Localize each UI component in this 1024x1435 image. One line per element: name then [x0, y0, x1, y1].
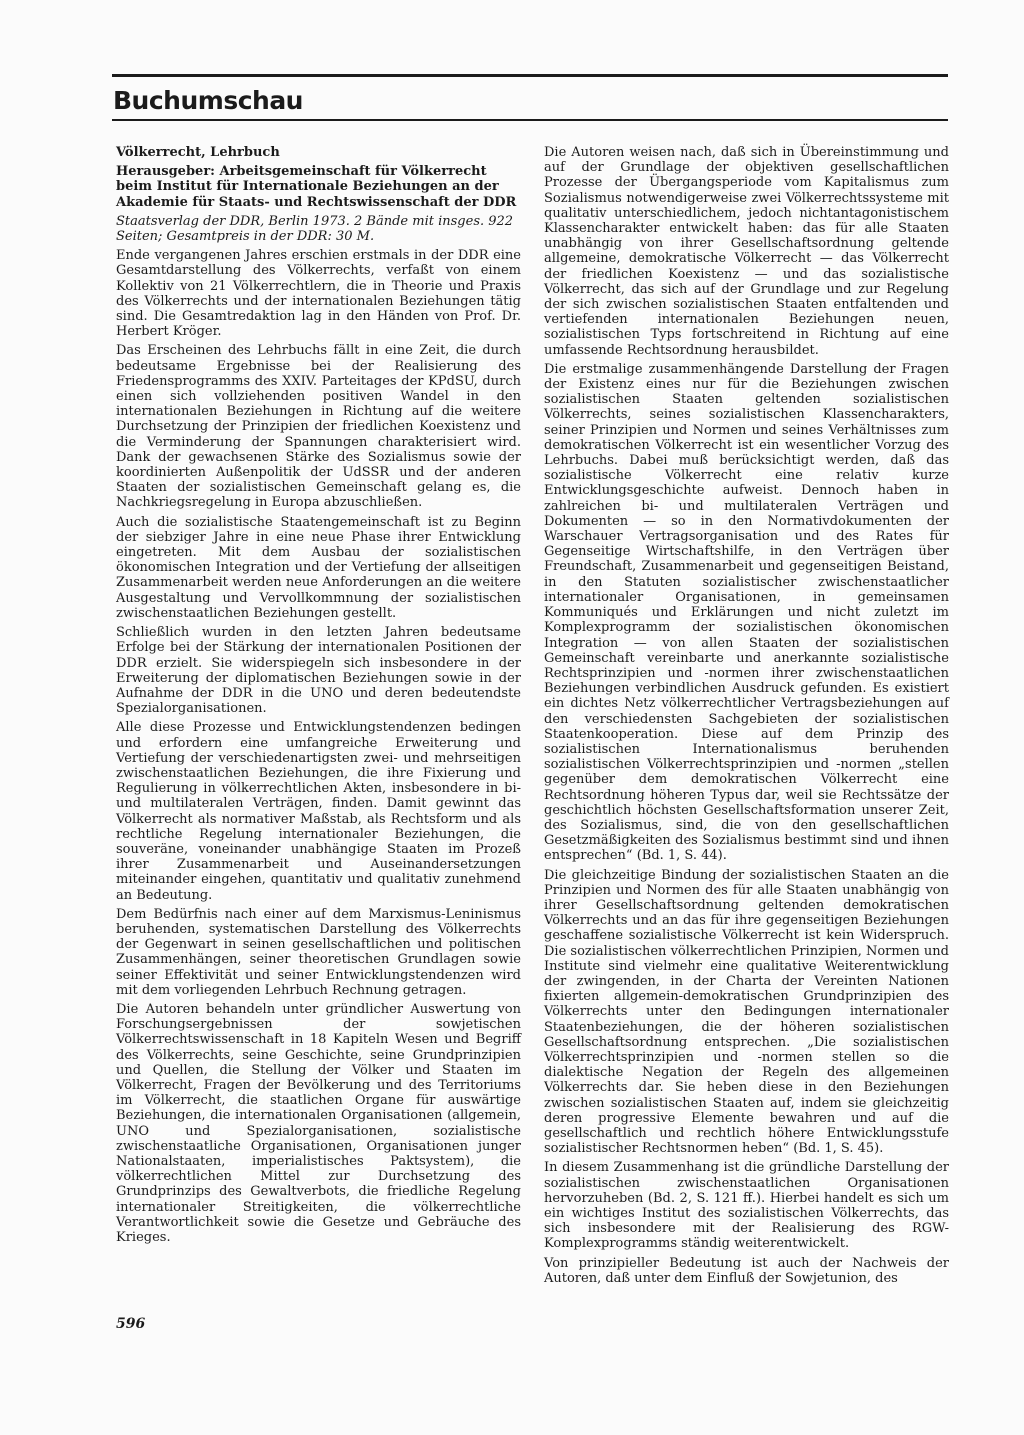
book-publication: Staatsverlag der DDR, Berlin 1973. 2 Bände mit insges. 922 Seiten; Gesamtpreis in der DDR: 30 M.	[116, 213, 514, 245]
book-editor: Herausgeber: Arbeitsgemeinschaft für Völkerrecht beim Institut für Internationale Beziehungen an der Akademie für Staats- und Rechtswissenschaft der DDR	[116, 164, 517, 210]
left-paragraph: Die Autoren behandeln unter gründlicher Auswertung von Forschungsergebnissen der sowjetischen Völkerrechtswissenschaft in 18 Kapiteln Wesen und Begriff des Völkerrechts, seine Geschichte, seine Grundprinzipien und Quellen, die Stellung der Völker und Staaten im Völkerrecht, Fragen der Bevölkerung und des Territoriums im Völkerrecht, die staatlichen Organe für auswärtige Beziehungen, die internationalen Organisationen (allgemein, UNO und Spezialorganisationen, sozialistische zwischenstaatliche Organisationen, Organisationen junger Nationalstaaten, imperialistisches Paktsystem), die völkerrechtlichen Mittel zur Durchsetzung des Grundprinzips des Gewaltverbots, die friedliche Regelung internationaler Streitigkeiten, die völkerrechtliche Verantwortlichkeit sowie die Gesetze und Gebräuche des Krieges.	[116, 1001, 521, 1246]
left-paragraph: Alle diese Prozesse und Entwicklungstendenzen bedingen und erfordern eine umfangreiche Erweiterung und Vertiefung der verschiedenartigsten zwei- und mehrseitigen zwischenstaatlichen Beziehungen, die ihre Fixierung und Regulierung in völkerrechtlichen Akten, insbesondere in bi- und multilateralen Verträgen, finden. Damit gewinnt das Völkerrecht als normativer Maßstab, als Rechtsform und als rechtliche Regelung internationaler Beziehungen, die souveräne, voneinander unabhängige Staaten im Prozeß ihrer Zusammenarbeit und Auseinandersetzungen miteinander eingehen, quantitativ und qualitativ zunehmend an Bedeutung.	[116, 720, 521, 903]
right-paragraph: Die Autoren weisen nach, daß sich in Übereinstimmung und auf der Grundlage der objektiven gesellschaftlichen Prozesse der Übergangsperiode vom Kapitalismus zum Sozialismus notwendigerweise zwei Völkerrechtssysteme mit qualitativ unterschiedlichem, jedoch nichtantagonistischem Klassencharakter entwickelt haben: das für alle Staaten unabhängig von ihrer Gesellschaftsordnung geltende allgemeine, demokratische Völkerrecht — das Völkerrecht der friedlichen Koexistenz — und das sozialistische Völkerrecht, das sich auf der Grundlage und zur Regelung der sich zwischen sozialistischen Staaten entfaltenden und vertiefenden internationalen Beziehungen neuen, sozialistischen Typs fortschreitend in Richtung auf eine umfassende Rechtsordnung herausbildet.	[544, 145, 949, 358]
header-top-rule	[112, 74, 948, 77]
left-column	[116, 145, 521, 1249]
section-title: Buchumschau	[113, 86, 303, 115]
page-number: 596	[116, 1316, 146, 1332]
left-paragraph: Das Erscheinen des Lehrbuchs fällt in eine Zeit, die durch bedeutsame Ergebnisse bei der Realisierung des Friedensprogramms des XXIV. Parteitages der KPdSU, durch einen sich vollziehenden positiven Wandel in den internationalen Beziehungen in Richtung auf die weitere Durchsetzung der Prinzipien der friedlichen Koexistenz und die Verminderung der Spannungen charakterisiert wird. Dank der gewachsenen Stärke des Sozialismus sowie der koordinierten Außenpolitik der UdSSR und der anderen Staaten der sozialistischen Gemeinschaft gelang es, die Nachkriegsregelung in Europa abzuschließen.	[116, 343, 521, 511]
left-paragraph: Ende vergangenen Jahres erschien erstmals in der DDR eine Gesamtdarstellung des Völkerrechts, verfaßt von einem Kollektiv von 21 Völkerrechtlern, die in Theorie und Praxis des Völkerrechts und der internationalen Beziehungen tätig sind. Die Gesamtredaktion lag in den Händen von Prof. Dr. Herbert Kröger.	[116, 248, 521, 340]
right-paragraph: Von prinzipieller Bedeutung ist auch der Nachweis der Autoren, daß unter dem Einfluß der Sowjetunion, des	[544, 1255, 949, 1286]
right-paragraph: Die erstmalige zusammenhängende Darstellung der Fragen der Existenz eines nur für die Beziehungen zwischen sozialistischen Staaten geltenden sozialistischen Völkerrechts, seines sozialistischen Klassencharakters, seiner Prinzipien und Normen und seines Verhältnisses zum demokratischen Völkerrecht ist ein wesentlicher Vorzug des Lehrbuchs. Dabei muß berücksichtigt werden, daß das sozialistische Völkerrecht eine relativ kurze Entwicklungsgeschichte aufweist. Dennoch haben in zahlreichen bi- und multilateralen Verträgen und Dokumenten — so in den Normativdokumenten der Warschauer Vertragsorganisation und des Rates für Gegenseitige Wirtschaftshilfe, in den Verträgen über Freundschaft, Zusammenarbeit und gegenseitigen Beistand, in den Statuten sozialistischer zwischenstaatlicher internationaler Organisationen, in gemeinsamen Kommuniqués und Erklärungen und nicht zuletzt im Komplexprogramm der sozialistischen ökonomischen Integration — von allen Staaten der sozialistischen Gemeinschaft vereinbarte und anerkannte sozialistische Rechtsprinzipien und -normen ihrer zwischenstaatlichen Beziehungen verbindlichen Ausdruck gefunden. Es existiert ein dichtes Netz völkerrechtlicher Vertragsbeziehungen auf den verschiedensten Sachgebieten der sozialistischen Staatenkooperation. Diese auf dem Prinzip des sozialistischen Internationalismus beruhenden sozialistischen Völkerrechtsprinzipien und -normen „stellen gegenüber dem demokratischen Völkerrecht eine Rechtsordnung höheren Typus dar, weil sie Rechtssätze der geschichtlich höchsten Gesellschaftsformation unserer Zeit, des Sozialismus, sind, die von den gesellschaftlichen Gesetzmäßigkeiten des Sozialismus bestimmt sind und ihnen entsprechen“ (Bd. 1, S. 44).	[544, 361, 949, 864]
right-paragraph: Die gleichzeitige Bindung der sozialistischen Staaten an die Prinzipien und Normen des für alle Staaten unabhängig von ihrer Gesellschaftsordnung geltenden demokratischen Völkerrechts und an das für ihre gegenseitigen Beziehungen geschaffene sozialistische Völkerrecht ist kein Widerspruch. Die sozialistischen völkerrechtlichen Prinzipien, Normen und Institute sind vielmehr eine qualitative Weiterentwicklung der zwingenden, in der Charta der Vereinten Nationen fixierten allgemein-demokratischen Grundprinzipien des Völkerrechts unter den Bedingungen internationaler Staatenbeziehungen, die der höheren sozialistischen Gesellschaftsordnung entsprechen. „Die sozialistischen Völkerrechtsprinzipien und -normen stellen so die dialektische Negation der Regeln des allgemeinen Völkerrechts dar. Sie heben diese in den Beziehungen zwischen sozialistischen Staaten auf, indem sie gleichzeitig deren progressive Elemente bewahren und auf die gesellschaftlich und rechtlich höhere Entwicklungsstufe sozialistischer Rechtsnormen heben“ (Bd. 1, S. 45).	[544, 867, 949, 1157]
left-paragraph: Auch die sozialistische Staatengemeinschaft ist zu Beginn der siebziger Jahre in eine neue Phase ihrer Entwicklung eingetreten. Mit dem Ausbau der sozialistischen ökonomischen Integration und der Vertiefung der allseitigen Zusammenarbeit werden neue Anforderungen an die weitere Ausgestaltung und Vervollkommnung der sozialistischen zwischenstaatlichen Beziehungen gestellt.	[116, 514, 521, 621]
left-paragraph: Dem Bedürfnis nach einer auf dem Marxismus-Leninismus beruhenden, systematischen Darstellung des Völkerrechts der Gegenwart in seinen gesellschaftlichen und politischen Zusammenhängen, seiner theoretischen Grundlagen sowie seiner Effektivität und seiner Entwicklungstendenzen wird mit dem vorliegenden Lehrbuch Rechnung getragen.	[116, 906, 521, 998]
book-kind: Völkerrecht, Lehrbuch	[116, 145, 280, 160]
right-paragraph: In diesem Zusammenhang ist die gründliche Darstellung der sozialistischen zwischenstaatlichen Organisationen hervorzuheben (Bd. 2, S. 121 ff.). Hierbei handelt es sich um ein wichtiges Institut des sozialistischen Völkerrechts, das sich insbesondere mit der Realisierung des RGW-Komplexprogramms ständig weiterentwickelt.	[544, 1160, 949, 1252]
header-bottom-rule	[112, 119, 948, 121]
right-column	[544, 145, 949, 1290]
left-paragraph: Schließlich wurden in den letzten Jahren bedeutsame Erfolge bei der Stärkung der internationalen Positionen der DDR erzielt. Sie widerspiegeln sich insbesondere in der Erweiterung der diplomatischen Beziehungen sowie in der Aufnahme der DDR in die UNO und deren bedeutendste Spezialorganisationen.	[116, 625, 521, 717]
